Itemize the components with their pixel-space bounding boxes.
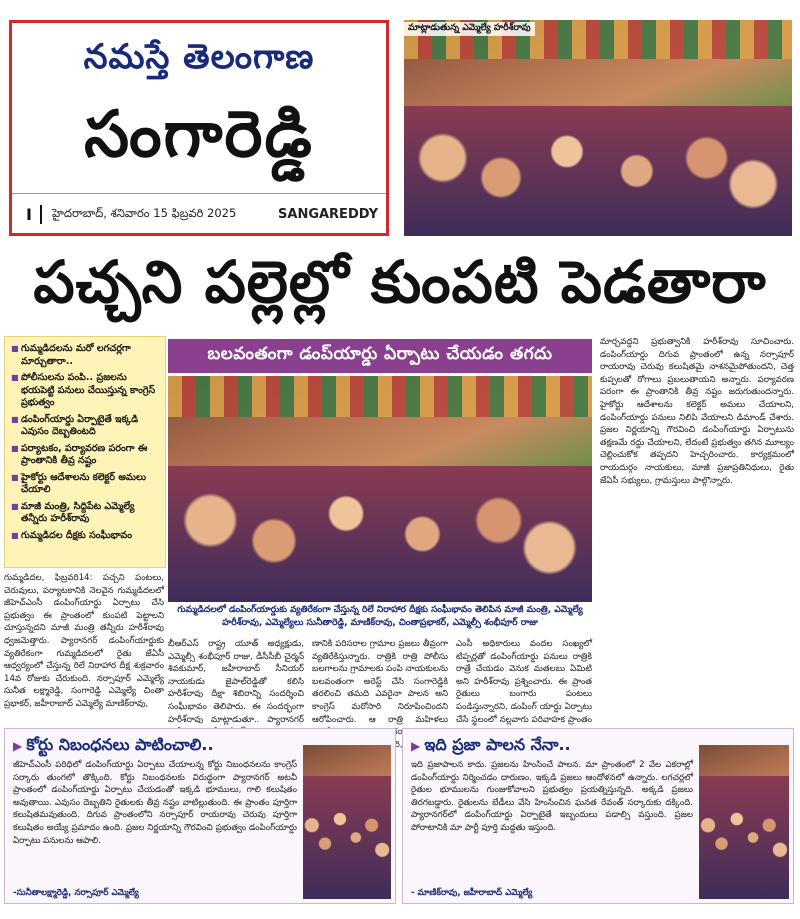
highlight-item: ■ గుమ్మడిదల దీక్షకు సంఘీభావం [11,530,161,543]
dateline-strip [12,193,386,234]
dateline: హైదరాబాద్, శనివారం 15 ఫిబ్రవరి 2025 [52,205,237,220]
right-panel-photo [699,745,789,899]
article-col-5: మార్చవద్దని ప్రభుత్వానికి హరీశ్‌రావు సూచించారు. డంపింగ్‌యార్డు దిగువ ప్రాంతంలో ఉన్న నర్సాపూర్ రాయరావు చెరువు కలుషితమై నాశనమైపోతుందని, చెత్త కుప్పలతో రోగాలు ప్రబలుతాయని అన్నారు. పర్యావరణ పరంగా ఈ ప్రాంతానికి తీవ్ర నష్టం జరుగుతుందన్నారు. హైకోర్టు ఆదేశాలను కలెక్టర్ అమలు చేయాలని, డంపింగ్‌యార్డు పనులు నిలిపి వేయాలని డిమాండ్ చేశారు. ప్రజల నిర్ణయాన్ని గౌరవించి డంపింగ్‌యార్డు ఏర్పాటును తక్షణమే రద్దు చేయాలని, లేదంటే ప్రభుత్వం తగిన మూల్యం చెల్లించుకోక తప్పదని హెచ్చరించారు. కార్యక్రమంలో రాయదుర్గం నాయకులు, మాజీ ప్రజాప్రతినిధులు, రైతు జేఏసీ సభ్యులు, గ్రామస్తులు పాల్గొన్నారు. [600,337,794,486]
left-panel-heading: ▶ కోర్టు నిబంధనలు పాటించాలి.. [13,735,293,758]
highlight-item: ■ మాజీ మంత్రి, సిద్దిపేట ఎమ్మెల్యే తన్నీరు హరీశ్‌రావు [11,501,161,526]
highlight-item: ■ డంపింగ్‌యార్డు ఏర్పాటైతే ఇక్కడి ఎవుసం దెబ్బతింటది [11,414,161,439]
article-col-3: ణానికి పరిసరాల గ్రామాల ప్రజలు తీవ్రంగా వ్యతిరేకిస్తున్నారు. రాత్రికి రాత్రి పోలీసు బలగాలను గ్రామాలకు పంపి నాయకులను బలవంతంగా అరెస్ట్ చేసి సంగారెడ్డికి తరలించి తమది ఎవరైనా పాలన అని కాంగ్రెస్ మరోసారి నిరూపించిందని ఆరోపించారు. ఆ రాత్రి మహిళలు [312,639,448,725]
article-col-4: ఎంసీ అధికారులు వందల సంఖ్యలో టిప్పర్లతో డంపింగ్‌యార్డు పనులు రాత్రికి రాత్రే చేయడం వెనుక మతలబు ఏమిటి అని హరీశ్‌రావు ప్రశ్నించారు. ఈ ప్రాంత రైతులు బంగారు పంటలు పండిస్తున్నారని, డంపింగ్ యార్డు ఏర్పాటు చేసే స్థలంలో నల్లవాగు పరివాహక ప్రాంతం [456,639,592,725]
highlight-item: ■ పోలీసులను పంపి.. ప్రజలను భయపెట్టి పనులు చేయిస్తున్న కాంగ్రెస్ ప్రభుత్వం [11,372,161,410]
issue-mark: I [18,205,42,224]
left-quote-panel [4,728,396,904]
highlight-item: ■ పర్యాటకం, పర్యావరణ పరంగా ఈ ప్రాంతానికి తీవ్ర నష్టం [11,443,161,468]
article-col-1: గుమ్మడిదల, ఫిబ్రవరి14: పచ్చని పంటలు, చెరువులు, పర్యాటకానికి నెలవైన గుమ్మడిదలలో జీహెచ్ఎంసీ డంపింగ్‌యార్డు ఏర్పాటు చేసి ప్రభుత్వం ఈ ప్రాంతంలో కుంపటి పెట్టాలని చూస్తున్నదని మాజీ మంత్రి తన్నీరు హరీశ్‌రావు ధ్వజమెత్తారు. ప్యారానగర్ డంపింగ్‌యార్డుకు వ్యతిరేకంగా గుమ్మడిదలలో రైతు జేఏసీ ఆధ్వర్యంలో చేస్తున్న రిలే నిరాహార దీక్ష శుక్రవారం 14వ రోజుకు చేరుకుంది. నర్సాపూర్ ఎమ్మెల్యే సునీత లక్ష్మారెడ్డి, సంగారెడ్డి ఎమ్మెల్యే చింతా ప్రభాకర్, జహీరాబాద్ ఎమ్మెల్యే మాణిక్‌రావు, [4,573,164,709]
right-panel-heading: ▶ ఇది ప్రజా పాలన నేనా.. [411,735,691,758]
district-title: సంగారెడ్డి [84,97,314,172]
headline: పచ్చని పల్లెల్లో కుంపటి పెడతారా [33,248,767,316]
main-photo-caption: గుమ్మడిదలలో డంపింగ్‌యార్డుకు వ్యతిరేకంగా చేస్తున్న రిలే నిరాహార దీక్షకు సంఘీభావం తెలిపిన మాజీ మంత్రి, ఎమ్మెల్యే హరీశ్‌రావు, ఎమ్మెల్యేలు సునీతారెడ్డి, మాణిక్‌రావు, చింతాప్రభాకర్, ఎమ్మెల్సీ శంభీపూర్ రాజు [177,605,583,628]
highlights-box [4,336,166,568]
left-panel-body: జీహెచ్ఎంసీ పరిధిలో డంపింగ్‌యార్డు ఏర్పాటు చేయాలన్న కోర్టు నిబంధనలను కాంగ్రెస్ సర్కారు తుంగలో తొక్కింది. కోర్టు నిబంధనలకు విరుద్ధంగా ప్యారానగర్ అటవీ ప్రాంతంలో డంపింగ్‌యార్డు ఏర్పాటు చేయడంతో ఇక్కడి భూములు, గాలి కలుషితం అవుతాయి. ఎవుసం దెబ్బతిని రైతులకు తీవ్ర నష్టం వాటిల్లుతుంది. ఈ ప్రాంతం పూర్తిగా కలుషితమవుతుంది. దిగువ ప్రాంతంలోని నర్సాపూర్ రాయరావు చెరువు పూర్తిగా కలుషితం అయ్యే ప్రమాదం ఉంది. ప్రజల నిర్ణయాన్ని గౌరవించి ప్రభుత్వం డంపింగ్‌యార్డు ఏర్పాటు పనులను ఆపాలి. [13,760,297,846]
left-panel-photo [303,745,391,899]
highlight-item: ■ గుమ్మడిదలను మరో లగచర్లగా మార్చుతారా.. [11,343,161,368]
highlight-item: ■ హైకోర్టు ఆదేశాలను కలెక్టర్ అమలు చేయాలి [11,472,161,497]
right-panel-attribution: - మాణిక్‌రావు, జహీరాబాద్ ఎమ్మెల్యే [411,888,533,898]
district-english: SANGAREDDY [278,206,378,222]
right-quote-panel [402,728,794,904]
left-panel-attribution: -సునీతాలక్ష్మారెడ్డి, నర్సాపూర్ ఎమ్మెల్యే [13,888,139,898]
article-col-2: బీఆర్ఎస్ రాష్ట్ర యూత్ అధ్యక్షుడు, ఎమ్మెల్సీ శంభీపూర్ రాజు, డీసీసీబీ చైర్మన్ శివకుమార్, జహీరాబాద్ సీనియర్ నాయకుడు జైపాల్‌రెడ్డితో కలిసి హరీశ్‌రావు దీక్షా శిబిరాన్ని సందర్శించి సంఘీభావం తెలిపారు. ఈ సందర్భంగా హరీశ్‌రావు మాట్లాడుతూ.. ప్యారానగర్ [168,639,304,725]
right-panel-body: ఇది ప్రజాపాలన కాదు. ప్రజలను హింసించే పాలన. మా ప్రాంతంలో 2 వేల ఎకరాల్లో డంపింగ్‌యార్డు నిర్మించడం దారుణం. ఇక్కడి ప్రజలు ఆందోళనలో ఉన్నారు. లగచర్లలో రైతుల భూములను గుంజుకోవాలని ప్రభుత్వం ప్రయత్నిస్తున్నది. అక్కడి ప్రజలు తిరగబడ్డారు. రైతులను బేడీలు వేసి హింసించిన ఘనత రేవంత్ సర్కారుకు దక్కింది. ప్యారానగర్‌లో డంపింగ్‌యార్డు ఏర్పాటైతే ఇబ్బందులు పడాల్సి వస్తుంది. ప్రజల పోరాటానికి మా పార్టీ పూర్తి మద్దతు ఇస్తుంది. [411,760,693,833]
masthead [9,20,389,236]
top-photo-caption: మాట్లాడుతున్న ఎమ్మెల్యే హరీశ్‌రావు [404,22,535,36]
edition-brand: నమస్తే తెలంగాణ [12,23,386,98]
main-photo [168,376,592,602]
top-photo [404,20,792,236]
subheadline: బలవంతంగా డంప్‌యార్డు ఏర్పాటు చేయడం తగదు [168,339,592,373]
